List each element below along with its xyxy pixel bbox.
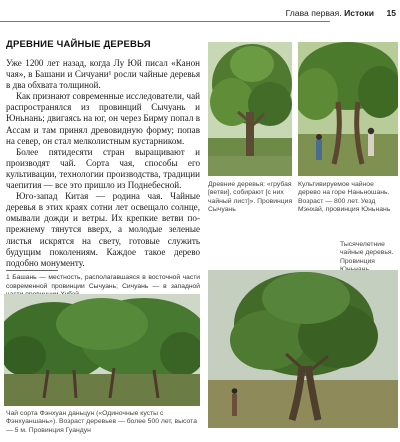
paragraph: Более пятидесяти стран выращивают и производят чай. Сорта чая, способы его культивации, технологии производства, традиции чаепития — все это пришло из Поднебесной. (6, 146, 200, 191)
photo-fenghuang-trees (4, 294, 200, 406)
header-rule (0, 21, 330, 22)
photo-cultivated-tree (298, 42, 398, 176)
caption-photo-3: Тысячелетние чайные деревья. Провинция (340, 241, 394, 265)
body-text (6, 58, 200, 269)
caption-photo-1: Древние деревья: «грубая [ветви], собирают [с них чайный лист]». Провинция Сычуань (208, 181, 293, 213)
photo-ancient-tree (208, 42, 292, 176)
paragraph: Юго-запад Китая — родина чая. Чайные деревья в этих краях сотни лет освещало солнце, омывали дожди и ветры. Их крепкие ветви по-прежнему тянутся вверх, а молодые зеленые листья искрятся на свету, готовые служить будущим поколениям. Каждое такое дерево подобно монументу. (6, 191, 200, 268)
footnote: 1 Башань — местность, располагавшаяся в восточной части современной провинции Сычуань; Сичуань — в западной (6, 274, 200, 290)
paragraph: Уже 1200 лет назад, когда Лу Юй писал «Канон чая», в Башани и Сичуани¹ росли чайные деревья в два обхвата толщиной. (6, 58, 200, 91)
paragraph: Как признают современные исследователи, чай распространялся из провинций Сычуань и Юньнань; двигаясь на юг, он через Бирму попал в Ассам и там принял древовидную форму; попав на север, он стал мелколистным кустарником. (6, 91, 200, 146)
page-number: 15 (386, 8, 396, 18)
running-head (286, 8, 374, 18)
page-header (0, 0, 400, 30)
footnote-rule (6, 270, 58, 271)
chapter-title: Глава первая. (285, 8, 342, 18)
section-title: Истоки (344, 8, 374, 18)
photo-millennium-tree (208, 270, 398, 428)
section-heading: ДРЕВНИЕ ЧАЙНЫЕ ДЕРЕВЬЯ (6, 39, 151, 50)
caption-photo-2: Культивируемое чайное дерево на горе Наньношань. Возраст — 800 лет. Уезд Мэнхай, провинция Юньнань (298, 181, 391, 213)
caption-photo-4: Чай сорта Фэнхуан даньцун («Одиночные кусты с Фэнхуаншань»). Возраст деревьев — более 500 лет, высота — 5 м. Провинция Гуандун (6, 410, 197, 434)
